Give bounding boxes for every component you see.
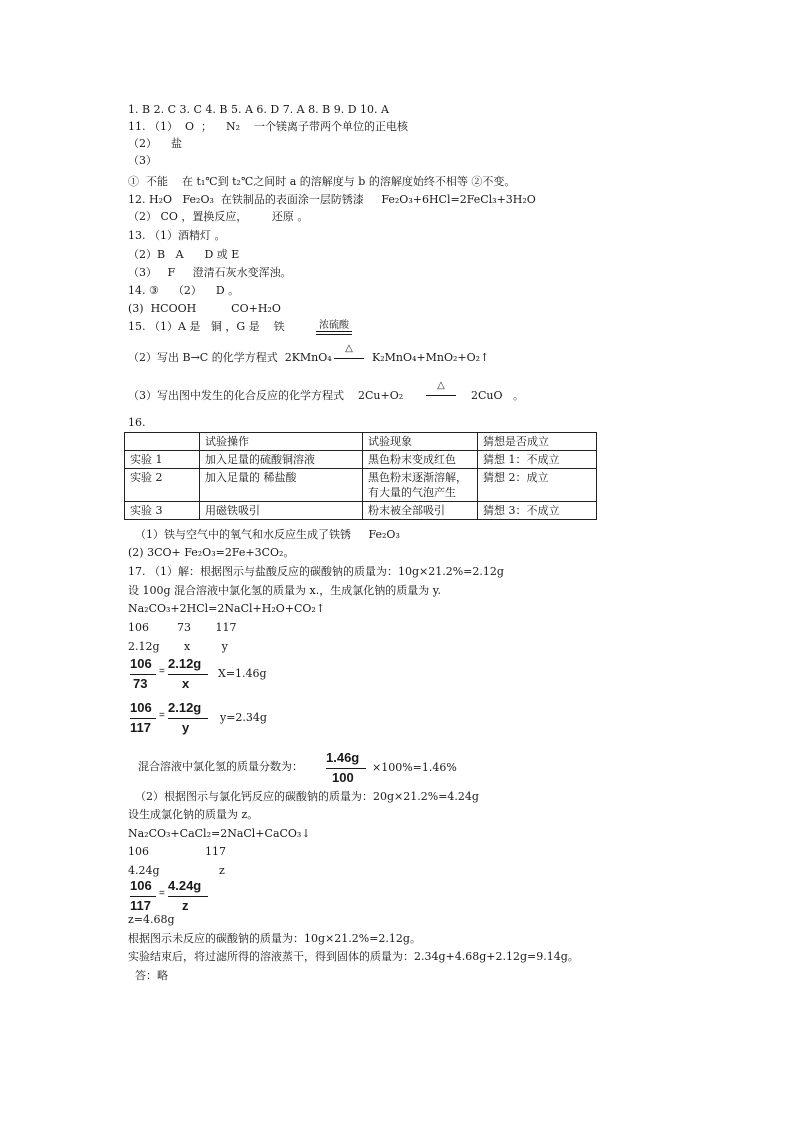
answer-17-5: 2.12g x y: [128, 640, 228, 653]
fraction-numerator: 106: [130, 878, 152, 893]
table-cell: 加入足量的 稀盐酸: [200, 469, 363, 502]
answer-17-12: 实验结束后，将过滤所得的溶液蒸干，得到固体的质量为：2.34g+4.68g+2.12g=9.14g。: [128, 950, 579, 963]
fraction-bar: [168, 718, 208, 719]
heat-condition-2: [426, 380, 456, 391]
table-cell: 黑色粉末逐渐溶解， 有大量的气泡产生: [363, 469, 478, 502]
percentage-fraction: [326, 750, 376, 786]
answer-17-6: （2）根据图示与氯化钙反应的碳酸钠的质量为：20g×21.2%=4.24g: [135, 790, 479, 803]
fraction-numerator: 2.12g: [168, 656, 202, 671]
answer-17-4: 106 73 117: [128, 621, 237, 634]
fraction-numerator: 2.12g: [168, 700, 202, 715]
table-row: [125, 469, 597, 502]
fraction-denominator: 117: [130, 898, 151, 913]
heat-bar-2: [426, 395, 456, 396]
proportion-equation-2: [130, 700, 230, 736]
fraction-denominator: y: [182, 720, 190, 735]
answer-16-5: (2) 3CO+ Fe₂O₃=2Fe+3CO₂。: [128, 546, 295, 559]
table-cell: 实验 3: [125, 502, 200, 520]
result-z: z=4.68g: [128, 913, 175, 926]
percentage-label: 混合溶液中氯化氢的质量分数为：: [138, 760, 303, 773]
equals-sign: =: [159, 888, 165, 899]
heat-condition-1: [334, 343, 364, 354]
answers-line-1: 1. B 2. C 3. C 4. B 5. A 6. D 7. A 8. B 9. D 10. A: [128, 103, 389, 116]
answer-11-3a: ① 不能 在 t₁℃到 t₂℃之间时 a 的溶解度与 b 的溶解度始终不相等 ②不变。: [128, 175, 516, 188]
fraction-bar: [130, 896, 156, 897]
table-cell: 猜想 1：不成立: [478, 451, 597, 469]
answer-12-1: 12. H₂O Fe₂O₃ 在铁制品的表面涂一层防锈漆 Fe₂O₃+6HCl=2FeCl₃+3H₂O: [128, 193, 536, 206]
proportion-equation-3: [130, 878, 230, 914]
table-header-cell: 猜想是否成立: [478, 433, 597, 451]
heat-icon: △: [437, 380, 445, 391]
experiment-table: [124, 432, 597, 520]
heat-icon: △: [345, 343, 353, 354]
table-row: [125, 451, 597, 469]
result-x: X=1.46g: [218, 667, 267, 680]
fraction-denominator: 73: [133, 676, 148, 691]
result-y: y=2.34g: [220, 711, 267, 724]
answer-12-2: （2） CO ，置换反应， 还原 。: [128, 210, 309, 223]
answer-16: 16.: [128, 416, 146, 429]
answer-17-3: Na₂CO₃+2HCl=2NaCl+H₂O+CO₂↑: [128, 602, 326, 615]
table-row: [125, 502, 597, 520]
table-cell: 实验 2: [125, 469, 200, 502]
table-cell: 猜想 2：成立: [478, 469, 597, 502]
answer-11-1: 11. （1） O ； N₂ 一个镁离子带两个单位的正电核: [128, 120, 408, 133]
answer-15-2b: K₂MnO₄+MnO₂+O₂↑: [372, 351, 490, 364]
equals-sign: =: [159, 710, 165, 721]
fraction-numerator: 4.24g: [168, 878, 202, 893]
heat-bar-1: [334, 358, 364, 359]
table-header-row: [125, 433, 597, 451]
condition-bar-1: [316, 331, 352, 332]
fraction-numerator: 1.46g: [326, 750, 360, 765]
fraction-bar: [130, 718, 156, 719]
table-cell: 实验 1: [125, 451, 200, 469]
answer-15-3a: （3）写出图中发生的化合反应的化学方程式 2Cu+O₂: [128, 389, 404, 402]
percentage-result: ×100%=1.46%: [372, 761, 457, 774]
table-cell: 加入足量的硫酸铜溶液: [200, 451, 363, 469]
condition-bar-2: [316, 334, 352, 335]
fraction-numerator: 106: [130, 700, 152, 715]
answer-13-2: （2）B A D 或 E: [128, 248, 240, 261]
fraction-denominator: 117: [130, 720, 151, 735]
answer-14-2: (3) HCOOH CO+H₂O: [128, 302, 281, 315]
answer-16-4: （1）铁与空气中的氧气和水反应生成了铁锈 Fe₂O₃: [135, 528, 400, 541]
reaction-condition: [316, 316, 352, 331]
table-header-cell: 试验现象: [363, 433, 478, 451]
fraction-denominator: z: [182, 898, 189, 913]
condition-text: 浓硫酸: [319, 320, 349, 331]
table-cell: 猜想 3：不成立: [478, 502, 597, 520]
answer-11-2: （2） 盐: [128, 137, 182, 150]
answer-17-7: 设生成氯化钠的质量为 z。: [128, 808, 259, 821]
fraction-bar: [130, 674, 156, 675]
answer-17-13: 答：略: [135, 969, 168, 982]
answer-15-1: 15. （1）A 是 铜 ，G 是 铁: [128, 320, 285, 333]
fraction-denominator: 100: [332, 770, 354, 785]
fraction-denominator: x: [182, 676, 190, 691]
answer-13-3: （3） F 澄清石灰水变浑浊。: [128, 266, 292, 279]
fraction-bar: [326, 768, 366, 769]
answer-11-3: （3）: [128, 154, 157, 167]
table-header-cell: [125, 433, 200, 451]
answer-17-8: Na₂CO₃+CaCl₂=2NaCl+CaCO₃↓: [128, 827, 311, 840]
answer-13-1: 13. （1）酒精灯 。: [128, 229, 226, 242]
table-cell: 用磁铁吸引: [200, 502, 363, 520]
fraction-numerator: 106: [130, 656, 152, 671]
fraction-bar: [168, 896, 208, 897]
answer-17-9: 106 117: [128, 845, 226, 858]
answer-15-3b: 2CuO 。: [471, 389, 525, 402]
answer-17-11: 根据图示未反应的碳酸钠的质量为：10g×21.2%=2.12g。: [128, 932, 421, 945]
answer-17-2: 设 100g 混合溶液中氯化氢的质量为 x.，生成氯化钠的质量为 y.: [128, 584, 441, 597]
table-cell: 粉末被全部吸引: [363, 502, 478, 520]
table-header-cell: 试验操作: [200, 433, 363, 451]
proportion-equation-1: [130, 656, 230, 692]
table-cell: 黑色粉末变成红色: [363, 451, 478, 469]
answer-14-1: 14. ③ （2） D 。: [128, 284, 240, 297]
equals-sign: =: [159, 666, 165, 677]
answer-17-1: 17. （1）解：根据图示与盐酸反应的碳酸钠的质量为：10g×21.2%=2.12g: [128, 565, 504, 578]
answer-17-10: 4.24g z: [128, 864, 225, 877]
fraction-bar: [168, 674, 208, 675]
answer-15-2a: （2）写出 B→C 的化学方程式 2KMnO₄: [128, 351, 332, 364]
